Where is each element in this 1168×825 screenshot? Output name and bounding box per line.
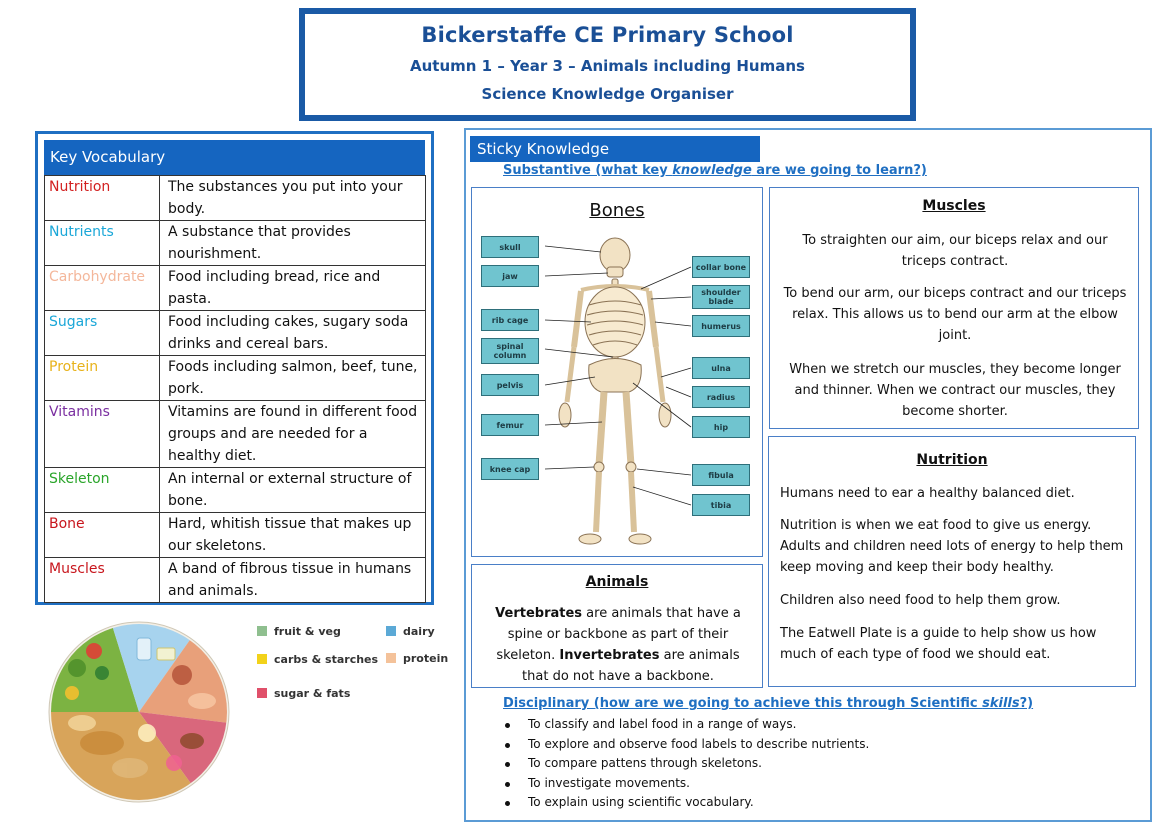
vocabulary-definition: Foods including salmon, beef, tune, pork. [160, 356, 426, 401]
legend-sugar-fats: sugar & fats [257, 687, 350, 700]
vocabulary-definition: Food including bread, rice and pasta. [160, 266, 426, 311]
legend-swatch [257, 626, 267, 636]
bone-label-shoulder-blade: shoulder blade [692, 285, 750, 309]
disciplinary-heading [503, 696, 1033, 711]
animals-title: Animals [585, 574, 649, 590]
substantive-heading [503, 163, 927, 178]
bone-label-knee-cap: knee cap [481, 458, 539, 480]
legend-carbs-starches: carbs & starches [257, 653, 378, 666]
bone-label-jaw: jaw [481, 265, 539, 287]
substantive-heading-text: Substantive (what key knowledge are we going to learn?) [503, 163, 927, 178]
bone-label-ulna: ulna [692, 357, 750, 379]
muscles-paragraph-3: When we stretch our muscles, they become longer and thinner. When we contract our muscles, they become shorter. [789, 362, 1121, 419]
vocabulary-term: Muscles [45, 558, 160, 603]
legend-fruit-veg: fruit & veg [257, 625, 341, 638]
vocabulary-term: Vitamins [45, 401, 160, 468]
muscles-box [769, 187, 1139, 429]
nutrition-paragraph-2: Nutrition is when we eat food to give us energy. Adults and children need lots of energy to help them keep moving and keep their body healthy. [780, 518, 1124, 575]
skill-item: To classify and label food in a range of ways. [503, 715, 1123, 735]
vocabulary-row [45, 401, 426, 468]
vocabulary-term: Carbohydrate [45, 266, 160, 311]
bone-label-humerus: humerus [692, 315, 750, 337]
legend-swatch [257, 654, 267, 664]
vertebrates-term: Vertebrates [495, 606, 583, 621]
skill-item: To compare pattens through skeletons. [503, 754, 1123, 774]
disciplinary-heading-text: Disciplinary (how are we going to achieve this through Scientific skills?) [503, 696, 1034, 711]
nutrition-paragraph-4: The Eatwell Plate is a guide to help show us how much of each type of food we should eat. [780, 626, 1097, 662]
animals-paragraph: Vertebrates are animals that have a spine or backbone as part of their skeleton. Invertebrates are animals that do not have a backbone. [495, 606, 741, 684]
legend-protein: protein [386, 652, 448, 665]
eatwell-plate-image [42, 613, 236, 806]
bone-label-pelvis: pelvis [481, 374, 539, 396]
vocabulary-row [45, 221, 426, 266]
vocabulary-row [45, 356, 426, 401]
muscles-paragraph-1: To straighten our aim, our biceps relax and our triceps contract. [802, 233, 1108, 269]
bones-title: Bones [589, 200, 645, 221]
bone-label-skull: skull [481, 236, 539, 258]
vocabulary-definition: An internal or external structure of bone. [160, 468, 426, 513]
bone-label-collar-bone: collar bone [692, 256, 750, 278]
legend-swatch [386, 626, 396, 636]
vocabulary-row [45, 558, 426, 603]
skill-item: To explore and observe food labels to describe nutrients. [503, 735, 1123, 755]
school-name: Bickerstaffe CE Primary School [421, 23, 794, 47]
bone-label-spinal-column: spinal column [481, 338, 539, 364]
vocabulary-row [45, 311, 426, 356]
muscles-paragraph-2: To bend our arm, our biceps contract and our triceps relax. This allows us to bend our arm at the elbow joint. [783, 286, 1127, 343]
legend-swatch [257, 688, 267, 698]
skill-item: To explain using scientific vocabulary. [503, 793, 1123, 813]
vocabulary-table [44, 175, 426, 603]
bone-label-hip: hip [692, 416, 750, 438]
skills-list [503, 715, 1123, 813]
invertebrates-term: Invertebrates [559, 648, 660, 663]
vocabulary-term: Bone [45, 513, 160, 558]
vocabulary-row [45, 513, 426, 558]
sticky-knowledge-heading: Sticky Knowledge [470, 136, 760, 162]
legend-swatch [386, 653, 396, 663]
vocabulary-term: Skeleton [45, 468, 160, 513]
vocabulary-definition: Hard, whitish tissue that makes up our skeletons. [160, 513, 426, 558]
bone-label-fibula: fibula [692, 464, 750, 486]
vocabulary-definition: A band of fibrous tissue in humans and animals. [160, 558, 426, 603]
bone-label-rib-cage: rib cage [481, 309, 539, 331]
vocabulary-term: Protein [45, 356, 160, 401]
vocabulary-row [45, 266, 426, 311]
bone-label-radius: radius [692, 386, 750, 408]
vocabulary-row [45, 176, 426, 221]
key-vocabulary-heading: Key Vocabulary [44, 140, 425, 175]
vocabulary-term: Nutrition [45, 176, 160, 221]
title-banner [299, 8, 916, 121]
animals-box [471, 564, 763, 688]
vocabulary-term: Sugars [45, 311, 160, 356]
nutrition-title: Nutrition [916, 452, 988, 468]
nutrition-box [768, 436, 1136, 687]
organiser-subtitle: Science Knowledge Organiser [481, 85, 734, 103]
key-vocabulary-panel [35, 131, 434, 605]
bone-label-femur: femur [481, 414, 539, 436]
vocabulary-row [45, 468, 426, 513]
term-title: Autumn 1 – Year 3 – Animals including Humans [410, 57, 805, 75]
vocabulary-definition: Food including cakes, sugary soda drinks and cereal bars. [160, 311, 426, 356]
vocabulary-term: Nutrients [45, 221, 160, 266]
muscles-title: Muscles [922, 198, 986, 214]
vocabulary-definition: The substances you put into your body. [160, 176, 426, 221]
legend-dairy: dairy [386, 625, 435, 638]
nutrition-paragraph-1: Humans need to ear a healthy balanced diet. [780, 486, 1075, 501]
bone-label-tibia: tibia [692, 494, 750, 516]
nutrition-paragraph-3: Children also need food to help them grow. [780, 593, 1061, 608]
vocabulary-definition: A substance that provides nourishment. [160, 221, 426, 266]
skill-item: To investigate movements. [503, 774, 1123, 794]
vocabulary-definition: Vitamins are found in different food groups and are needed for a healthy diet. [160, 401, 426, 468]
